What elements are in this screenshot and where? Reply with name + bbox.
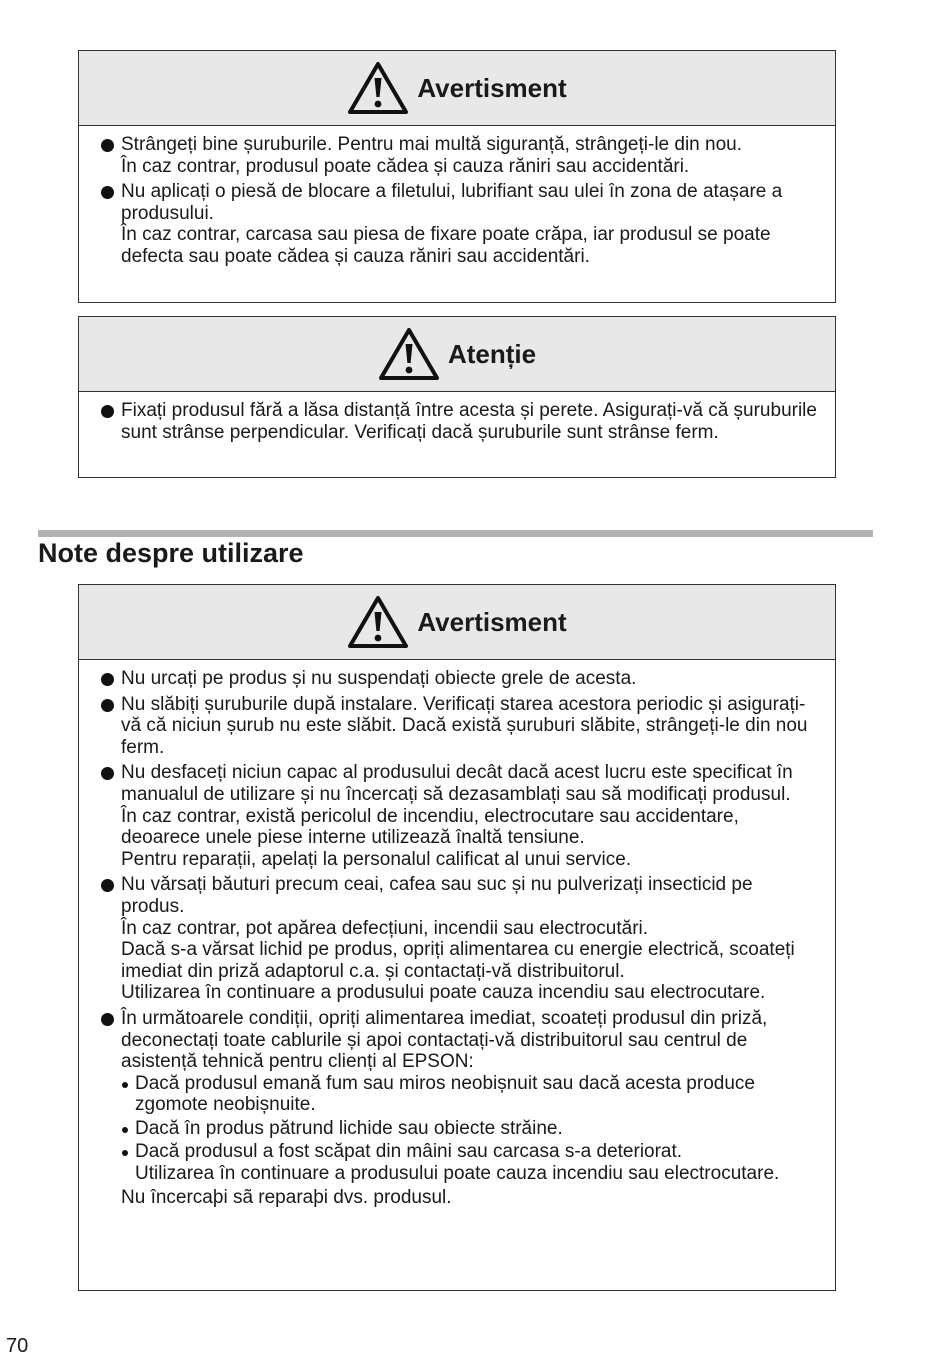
page-number: 70 [6,1335,29,1357]
bullet-icon [101,879,114,892]
bullet-icon [101,1013,114,1026]
warning-item [101,874,821,1004]
warning-box-2 [78,584,836,1291]
bullet-icon [101,673,114,686]
item-text: Nu încercaþi sã reparaþi dvs. produsul. [121,1186,452,1208]
item-text: Utilizarea în continuare a produsului poate cauza incendiu sau electrocutare. [121,982,766,1004]
sub-item [121,1118,821,1140]
item-text: Nu aplicați o piesă de blocare a filetului, lubrifiant sau ulei în zona de atașare a produsului. [121,181,783,224]
bullet-icon [101,699,114,712]
sub-item-text: Dacă produsul emană fum sau miros neobișnuit sau dacă acesta produce zgomote neobișnuite. [135,1072,755,1116]
sub-bullet-icon [122,1127,128,1133]
section-title: Note despre utilizare [38,538,304,568]
item-text: În caz contrar, carcasa sau piesa de fixare poate crăpa, iar produsul se poate defecta sau poate cădea și cauza răniri sau accidentări. [121,224,771,267]
caution-body [79,392,835,443]
warning-item [101,1008,821,1208]
item-text: În caz contrar, produsul poate cădea și cauza răniri sau accidentări. [121,155,690,177]
section-rule [38,530,873,537]
warning-box-1 [78,50,836,303]
item-text: Dacă s-a vărsat lichid pe produs, opriți alimentarea cu energie electrică, scoateți imediat din priză adaptorul c.a. și contactați-vă distribuitorul. [121,939,795,982]
warning-triangle-icon [347,61,409,115]
caution-header [79,317,835,392]
warning-title: Avertisment [417,606,567,637]
sub-item [121,1141,821,1184]
item-text: Fixați produsul fără a lăsa distanță între acesta și perete. Asigurați-vă că șuruburile sunt strânse perpendicular. Verificați dacă șuruburile sunt strânse ferm. [121,400,817,443]
bullet-icon [101,139,114,152]
sub-item [121,1073,821,1116]
warning-item [101,762,821,870]
item-text: Pentru reparații, apelați la personalul calificat al unui service. [121,848,632,870]
warning-item [101,694,821,759]
item-text: Nu urcați pe produs și nu suspendați obiecte grele de acesta. [121,668,637,689]
item-text: Strângeți bine șuruburile. Pentru mai multă siguranță, strângeți-le din nou. [121,134,743,155]
warning-title: Avertisment [417,72,567,103]
item-text: Nu vărsați băuturi precum ceai, cafea sau suc și nu pulverizați insecticid pe produs. [121,874,753,917]
warning-body [79,126,835,268]
warning-body [79,660,835,1208]
caution-title: Atenție [447,338,537,369]
caution-item [101,400,821,443]
bullet-icon [101,767,114,780]
caution-triangle-icon [378,327,440,381]
bullet-icon [101,405,114,418]
item-text: Nu desfaceți niciun capac al produsului decât dacă acest lucru este specificat în manualul de utilizare și nu încercați să dezasamblați sau să modificați produsul. [121,762,793,805]
sub-item-text: Dacă produsul a fost scăpat din mâini sau carcasa s-a deteriorat. [135,1141,683,1163]
sub-bullet-icon [122,1150,128,1156]
sub-item-text: Dacă în produs pătrund lichide sau obiecte străine. [135,1117,563,1139]
sub-bullet-icon [122,1082,128,1088]
bullet-icon [101,186,114,199]
item-text: Nu slăbiți șuruburile după instalare. Verificați starea acestora periodic și asigurați-vă că niciun șurub nu este slăbit. Dacă există șuruburi slăbite, strângeți-le din nou ferm. [121,693,808,758]
item-text: În caz contrar, există pericolul de incendiu, electrocutare sau accidentare, deoarece unele piese interne utilizează înaltă tensiune. [121,805,739,849]
warning-triangle-icon [347,595,409,649]
warning-header [79,585,835,660]
warning-item [101,134,821,177]
item-text: În următoarele condiții, opriți alimentarea imediat, scoateți produsul din priză, deconectați toate cablurile și apoi contactați-vă distribuitorul sau centrul de asistență tehnică pentru clienți al EPSON: [121,1007,768,1073]
sub-item-text: Utilizarea în continuare a produsului poate cauza incendiu sau electrocutare. [135,1163,780,1185]
warning-item [101,668,821,690]
caution-box [78,316,836,478]
warning-header [79,51,835,126]
item-text: În caz contrar, pot apărea defecțiuni, incendii sau electrocutări. [121,917,649,939]
warning-item [101,181,821,267]
